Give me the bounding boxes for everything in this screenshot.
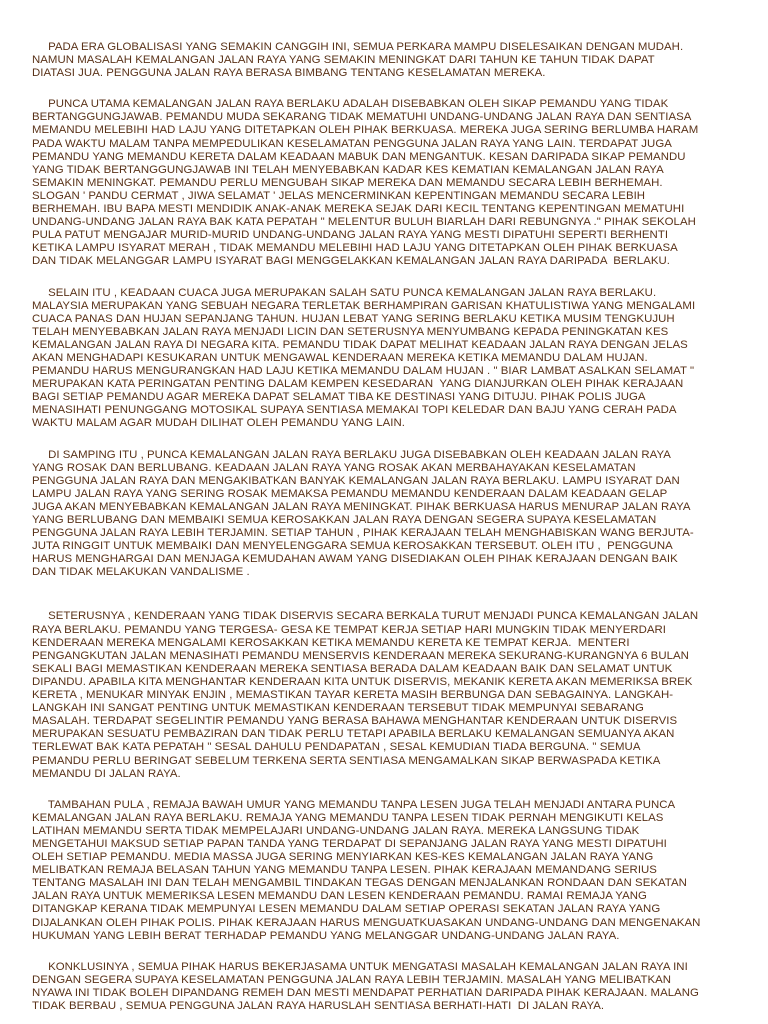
text-line: KETIKA LAMPU ISYARAT MERAH , TIDAK MEMANDU MELEBIHI HAD LAJU YANG DITETAPKAN OLEH PIHAK BERKUASA <box>32 242 678 255</box>
text-line: MENGETAHUI MAKSUD SETIAP PAPAN TANDA YANG TERDAPAT DI SEPANJANG JALAN RAYA YANG MESTI DIPATUHI <box>32 837 667 850</box>
paragraph-spacer <box>32 269 740 287</box>
text-line: MEMANDU DI JALAN RAYA. <box>32 767 181 780</box>
text-line: MALAYSIA MERUPAKAN YANG SEBUAH NEGARA TERLETAK BERHAMPIRAN GARISAN KHATULISTIWA YANG MENGALAMI <box>32 299 696 312</box>
paragraph-intro <box>32 41 740 80</box>
text-line: SEKALI BAGI MEMASTIKAN KENDERAAN MEREKA SENTIASA BERADA DALAM KEADAAN BAIK DAN SELAMAT UNTUK <box>32 662 673 675</box>
text-line: DITANGKAP KERANA TIDAK MEMPUNYAI LESEN MEMANDU DALAM SETIAP OPERASI SEKATAN JALAN RAYA YANG <box>32 903 661 916</box>
text-line: KONKLUSINYA , SEMUA PIHAK HARUS BEKERJASAMA UNTUK MENGATASI MASALAH KEMALANGAN JALAN RAYA INI <box>32 960 688 973</box>
text-line: KERETA , MENUKAR MINYAK ENJIN , MEMASTIKAN TAYAR KERETA MASIH BERBUNGA DAN SEBAGAINYA. LANGKAH- <box>32 689 674 702</box>
text-line: PUNCA UTAMA KEMALANGAN JALAN RAYA BERLAKU ADALAH DISEBABKAN OLEH SIKAP PEMANDU YANG TIDAK <box>32 98 669 111</box>
paragraph-conclusion <box>32 961 740 1013</box>
text-line: MASALAH. TERDAPAT SEGELINTIR PEMANDU YANG BERASA BAHAWA MENGHANTAR KENDERAAN UNTUK DISERVIS <box>32 715 678 728</box>
paragraph-spacer <box>32 781 740 799</box>
text-line: MERUPAKAN KATA PERINGATAN PENTING DALAM KEMPEN KESEDARAN YANG DIANJURKAN OLEH PIHAK KERAJAAN <box>32 378 684 391</box>
text-line: NYAWA INI TIDAK BOLEH DIPANDANG REMEH DAN MESTI MENDAPAT PERHATIAN DARIPADA PIHAK KERAJAAN. MALANG <box>32 986 699 999</box>
text-line: DENGAN SEGERA SUPAYA KESELAMATAN PENGGUNA JALAN RAYA LEBIH TERJAMIN. MASALAH YANG MELIBATKAN <box>32 973 672 986</box>
paragraph-vehicle-service <box>32 610 740 780</box>
text-line: JUGA AKAN MENYEBABKAN KEMALANGAN JALAN RAYA MENINGKAT. PIHAK BERKUASA HARUS MENURAP JALAN RAYA <box>32 500 691 513</box>
text-line: MERUPAKAN SESUATU PEMBAZIRAN DAN TIDAK PERLU TETAPI APABILA BERLAKU KEMALANGAN SEMUANYA AKAN <box>32 728 675 741</box>
text-line: PENGANGKUTAN JALAN MENASIHATI PEMANDU MENSERVIS KENDERAAN MEREKA SEKURANG-KURANGNYA 6 BULAN <box>32 649 689 662</box>
text-line: NAMUN MASALAH KEMALANGAN JALAN RAYA YANG SEMAKIN MENINGKAT DARI TAHUN KE TAHUN TIDAK DAPAT <box>32 54 655 67</box>
text-line: LAMPU JALAN RAYA YANG SERING ROSAK MEMAKSA PEMANDU MEMANDU KENDERAAN DALAM KEADAAN GELAP <box>32 487 668 500</box>
text-line: PENGGUNA JALAN RAYA DAN MENGAKIBATKAN BANYAK KEMALANGAN JALAN RAYA BERLAKU. LAMPU ISYARAT DAN <box>32 474 680 487</box>
text-line: DIPANDU. APABILA KITA MENGHANTAR KENDERAAN KITA UNTUK DISERVIS, MEKANIK KERETA AKAN MEMERIKSA BREK <box>32 675 693 688</box>
text-line: PENGGUNA JALAN RAYA LEBIH TERJAMIN. SETIAP TAHUN , PIHAK KERAJAAN TELAH MENGHABISKAN WANG BERJUTA- <box>32 527 694 540</box>
text-line: DIATASI JUA. PENGGUNA JALAN RAYA BERASA BIMBANG TENTANG KESELAMATAN MEREKA. <box>32 67 546 80</box>
text-line: TIDAK BERBAU , SEMUA PENGGUNA JALAN RAYA HARUSLAH SENTIASA BERHATI-HATI DI JALAN RAYA. <box>32 1000 605 1012</box>
text-line: JALAN RAYA UNTUK MEMERIKSA LESEN MEMANDU DAN LESEN KENDERAAN PEMANDU. RAMAI REMAJA YANG <box>32 890 647 903</box>
text-line: MEMANDU MELEBIHI HAD LAJU YANG DITETAPKAN OLEH PIHAK BERKUASA. MEREKA JUGA SERING BERLUMBA HARAM <box>32 124 699 137</box>
text-line: OLEH SETIAP PEMANDU. MEDIA MASSA JUGA SERING MENYIARKAN KES-KES KEMALANGAN JALAN RAYA YANG <box>32 851 654 864</box>
text-line: SLOGAN ' PANDU CERMAT , JIWA SELAMAT ' JELAS MENCERMINKAN KEPENTINGAN MEMANDU SECARA LEBIH <box>32 189 646 202</box>
text-line: BERTANGGUNGJAWAB. PEMANDU MUDA SEKARANG TIDAK MEMATUHI UNDANG-UNDANG JALAN RAYA DAN SENTIASA <box>32 111 692 124</box>
text-line: BERHEMAH. IBU BAPA MESTI MENDIDIK ANAK-ANAK MEREKA SEJAK DARI KECIL TENTANG KEPENTINGAN MEMATUHI <box>32 203 685 216</box>
text-line: YANG TIDAK BERTANGGUNGJAWAB INI TELAH MENYEBABKAN KADAR KES KEMATIAN KEMALANGAN JALAN RAYA <box>32 163 664 176</box>
text-line: WAKTU MALAM AGAR MUDAH DILIHAT OLEH PEMANDU YANG LAIN. <box>32 417 405 430</box>
text-line: PEMANDU HARUS MENGURANGKAN HAD LAJU KETIKA MEMANDU DALAM HUJAN . " BIAR LAMBAT ASALKAN SELAMAT " <box>32 365 695 378</box>
essay-document <box>32 41 740 1013</box>
paragraph-road-condition <box>32 449 740 580</box>
paragraph-weather <box>32 287 740 431</box>
paragraph-spacer <box>32 431 740 449</box>
text-line: PADA WAKTU MALAM TANPA MEMPEDULIKAN KESELAMATAN PENGGUNA JALAN RAYA YANG LAIN. TERDAPAT JUGA <box>32 137 672 150</box>
text-line: CUACA PANAS DAN HUJAN SEPANJANG TAHUN. HUJAN LEBAT YANG SERING BERLAKU KETIKA MUSIM TENGKUJUH <box>32 312 675 325</box>
paragraph-driver-attitude <box>32 98 740 268</box>
text-line: DIJALANKAN OLEH PIHAK POLIS. PIHAK KERAJAAN HARUS MENGUATKUASAKAN UNDANG-UNDANG DAN MENGENAKAN <box>32 916 701 929</box>
text-line: YANG BERLUBANG DAN MEMBAIKI SEMUA KEROSAKKAN JALAN RAYA DENGAN SEGERA SUPAYA KESELAMATAN <box>32 514 657 526</box>
text-line: TENTANG MASALAH INI DAN TELAH MENGAMBIL TINDAKAN TEGAS DENGAN MENJALANKAN RONDAAN DAN SEKATAN <box>32 877 687 890</box>
paragraph-spacer <box>32 579 740 610</box>
text-line: PEMANDU YANG MEMANDU KERETA DALAM KEADAAN MABUK DAN MENGANTUK. KESAN DARIPADA SIKAP PEMANDU <box>32 150 686 163</box>
text-line: RAYA BERLAKU. PEMANDU YANG TERGESA- GESA KE TEMPAT KERJA SETIAP HARI MUNGKIN TIDAK MENYERDARI <box>32 623 667 636</box>
text-line: MELIBATKAN REMAJA BELASAN TAHUN YANG MEMANDU TANPA LESEN. PIHAK KERAJAAN MEMANDANG SERIUS <box>32 864 657 877</box>
paragraph-spacer <box>32 80 740 98</box>
text-line: LATIHAN MEMANDU SERTA TIDAK MEMPELAJARI UNDANG-UNDANG JALAN RAYA. MEREKA LANGSUNG TIDAK <box>32 824 640 837</box>
text-line: TERLEWAT BAK KATA PEPATAH " SESAL DAHULU PENDAPATAN , SESAL KEMUDIAN TIADA BERGUNA. " SEMUA <box>32 741 641 754</box>
text-line: AKAN MENGHADAPI KESUKARAN UNTUK MENGAWAL KENDERAAN MEREKA KETIKA MEMANDU DALAM HUJAN. <box>32 351 648 364</box>
text-line: BAGI SETIAP PEMANDU AGAR MEREKA DAPAT SELAMAT TIBA KE DESTINASI YANG DITUJU. PIHAK POLIS JUGA <box>32 391 646 404</box>
paragraph-spacer <box>32 943 740 961</box>
text-line: LANGKAH INI SANGAT PENTING UNTUK MEMASTIKAN KENDERAAN TERSEBUT TIDAK MEMPUNYAI SEBARANG <box>32 702 644 715</box>
text-line: PEMANDU PERLU BERINGAT SEBELUM TERKENA SERTA SENTIASA MENGAMALKAN SIKAP BERWASPADA KETIKA <box>32 754 661 767</box>
text-line: TELAH MENYEBABKAN JALAN RAYA MENJADI LICIN DAN SETERUSNYA MENYUMBANG KEPADA PENINGKATAN KES <box>32 325 669 338</box>
text-line: KENDERAAN MEREKA MENGALAMI KEROSAKKAN KETIKA MEMANDU KERETA KE TEMPAT KERJA. MENTERI <box>32 636 630 649</box>
text-line: KEMALANGAN JALAN RAYA DI NEGARA KITA. PEMANDU TIDAK DAPAT MELIHAT KEADAAN JALAN RAYA DENGAN JELAS <box>32 338 688 351</box>
text-line: UNDANG-UNDANG JALAN RAYA BAK KATA PEPATAH " MELENTUR BULUH BIARLAH DARI REBUNGNYA ." PIHAK SEKOLAH <box>32 216 696 229</box>
text-line: HUKUMAN YANG LEBIH BERAT TERHADAP PEMANDU YANG MELANGGAR UNDANG-UNDANG JALAN RAYA. <box>32 929 620 942</box>
text-line: SETERUSNYA , KENDERAAN YANG TIDAK DISERVIS SECARA BERKALA TURUT MENJADI PUNCA KEMALANGAN JALAN <box>32 610 699 623</box>
paragraph-underage-drivers <box>32 799 740 943</box>
text-line: DI SAMPING ITU , PUNCA KEMALANGAN JALAN RAYA BERLAKU JUGA DISEBABKAN OLEH KEADAAN JALAN RAYA <box>32 448 671 461</box>
text-line: KEMALANGAN JALAN RAYA BERLAKU. REMAJA YANG MEMANDU TANPA LESEN TIDAK PERNAH MENGIKUTI KELAS <box>32 811 664 824</box>
text-line: DAN TIDAK MELAKUKAN VANDALISME . <box>32 566 250 579</box>
text-line: JUTA RINGGIT UNTUK MEMBAIKI DAN MENYELENGGARA SEMUA KEROSAKKAN TERSEBUT. OLEH ITU , PENGGUNA <box>32 540 673 553</box>
text-line: MENASIHATI PENUNGGANG MOTOSIKAL SUPAYA SENTIASA MEMAKAI TOPI KELEDAR DAN BAJU YANG CERAH PADA <box>32 404 677 417</box>
text-line: HARUS MENGHARGAI DAN MENJAGA KEMUDAHAN AWAM YANG DISEDIAKAN OLEH PIHAK KERAJAAN DENGAN BAIK <box>32 553 678 566</box>
text-line: TAMBAHAN PULA , REMAJA BAWAH UMUR YANG MEMANDU TANPA LESEN JUGA TELAH MENJADI ANTARA PUNCA <box>32 798 676 811</box>
text-line: SEMAKIN MENINGKAT. PEMANDU PERLU MENGUBAH SIKAP MEREKA DAN MEMANDU SECARA LEBIH BERHEMAH. <box>32 176 663 189</box>
text-line: SELAIN ITU , KEADAAN CUACA JUGA MERUPAKAN SALAH SATU PUNCA KEMALANGAN JALAN RAYA BERLAKU. <box>32 286 657 299</box>
text-line: PADA ERA GLOBALISASI YANG SEMAKIN CANGGIH INI, SEMUA PERKARA MAMPU DISELESAIKAN DENGAN MUDAH. <box>32 41 684 53</box>
text-line: DAN TIDAK MELANGGAR LAMPU ISYARAT BAGI MENGGELAKKAN KEMALANGAN JALAN RAYA DARIPADA BERLAKU. <box>32 255 671 268</box>
text-line: PULA PATUT MENGAJAR MURID-MURID UNDANG-UNDANG JALAN RAYA YANG MESTI DIPATUHI SEPERTI BERHENTI <box>32 229 669 242</box>
text-line: YANG ROSAK DAN BERLUBANG. KEADAAN JALAN RAYA YANG ROSAK AKAN MERBAHAYAKAN KESELAMATAN <box>32 461 636 474</box>
